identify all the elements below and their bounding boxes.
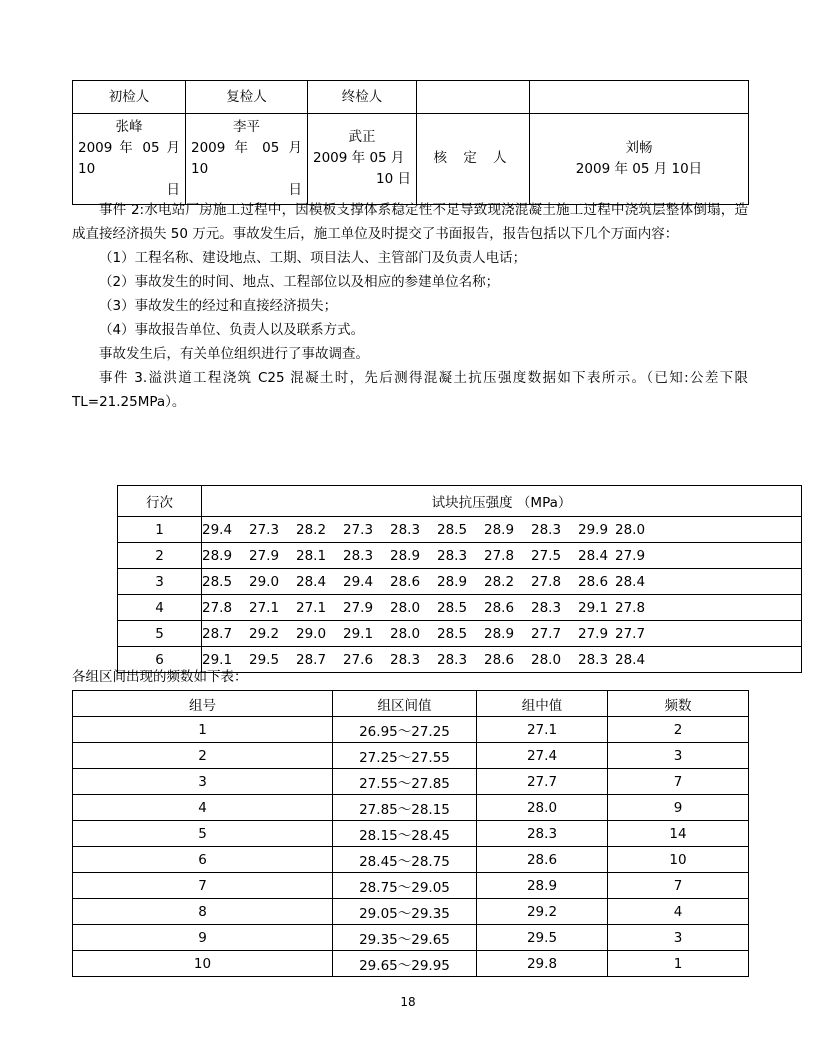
- strength-value: 29.1: [202, 651, 233, 668]
- strength-value: 28.6: [484, 651, 515, 668]
- strength-value: 28.5: [202, 573, 233, 590]
- strength-value: 28.9: [484, 625, 515, 642]
- signature-table-data-row: [73, 114, 749, 205]
- strength-row-values: [202, 595, 802, 621]
- cell-inspector2: [186, 114, 308, 205]
- freq-cell-midvalue: 28.3: [477, 821, 608, 847]
- freq-cell-group-no: 1: [73, 717, 333, 743]
- inspector3-name: 武正: [348, 129, 376, 146]
- freq-cell-midvalue: 28.9: [477, 873, 608, 899]
- strength-value: 28.3: [437, 547, 468, 564]
- frequency-table-row: [73, 951, 749, 977]
- body-text-block: [72, 198, 748, 414]
- strength-row-values: [202, 569, 802, 595]
- list-item-3: （3）事故发生的经过和直接经济损失；: [99, 298, 338, 314]
- strength-value: 28.2: [296, 521, 327, 538]
- inspector3-date-tail: 10 日: [376, 171, 411, 188]
- freq-cell-frequency: 2: [608, 717, 749, 743]
- frequency-caption: 各组区间出现的频数如下表：: [72, 669, 248, 685]
- freq-header-frequency: 频数: [608, 691, 749, 717]
- strength-value: 29.0: [249, 573, 280, 590]
- strength-value: 28.1: [296, 547, 327, 564]
- list-item-4: （4）事故报告单位、负责人以及联系方式。: [99, 322, 365, 338]
- strength-row-number: 2: [118, 543, 202, 569]
- strength-value: 28.9: [390, 547, 421, 564]
- strength-value: 28.6: [578, 573, 609, 590]
- strength-value: 28.5: [437, 521, 468, 538]
- freq-cell-interval: 28.45～28.75: [333, 847, 477, 873]
- strength-value: 28.7: [202, 625, 233, 642]
- frequency-table-row: [73, 717, 749, 743]
- freq-cell-interval: 26.95～27.25: [333, 717, 477, 743]
- freq-cell-group-no: 5: [73, 821, 333, 847]
- frequency-table-row: [73, 925, 749, 951]
- freq-cell-midvalue: 27.4: [477, 743, 608, 769]
- strength-value: 28.3: [531, 599, 562, 616]
- strength-header-rowno: 行次: [118, 486, 202, 517]
- inspector1-date: 2009 年 05 月 10: [78, 139, 180, 177]
- freq-cell-frequency: 3: [608, 743, 749, 769]
- strength-value: 27.7: [615, 625, 646, 642]
- freq-cell-midvalue: 27.1: [477, 717, 608, 743]
- strength-row-number: 3: [118, 569, 202, 595]
- event2-paragraph: 事件 2:水电站厂房施工过程中，因模板支撑体系稳定性不足导致现浇混凝土施工过程中浇筑层整体倒塌，造成直接经济损失 50 万元。事故发生后，施工单位及时提交了书面报告，报告包括以下几个万面内容：: [72, 202, 748, 242]
- freq-cell-frequency: 10: [608, 847, 749, 873]
- freq-header-interval: 组区间值: [333, 691, 477, 717]
- strength-value: 27.9: [249, 547, 280, 564]
- freq-cell-interval: 28.15～28.45: [333, 821, 477, 847]
- freq-cell-interval: 29.35～29.65: [333, 925, 477, 951]
- strength-value: 29.1: [578, 599, 609, 616]
- strength-value: 28.0: [615, 521, 646, 538]
- strength-value: 28.2: [484, 573, 515, 590]
- freq-cell-group-no: 9: [73, 925, 333, 951]
- freq-cell-group-no: 4: [73, 795, 333, 821]
- strength-value: 27.8: [202, 599, 233, 616]
- strength-value: 29.9: [578, 521, 609, 538]
- strength-value: 29.5: [249, 651, 280, 668]
- strength-value: 28.4: [578, 547, 609, 564]
- strength-row-number: 4: [118, 595, 202, 621]
- freq-cell-frequency: 7: [608, 873, 749, 899]
- freq-header-midvalue: 组中值: [477, 691, 608, 717]
- strength-table-row: [118, 517, 802, 543]
- inspector3-date: 2009 年 05 月: [313, 150, 405, 167]
- strength-value: 27.1: [249, 599, 280, 616]
- strength-value: 27.8: [484, 547, 515, 564]
- freq-cell-group-no: 2: [73, 743, 333, 769]
- frequency-table-row: [73, 899, 749, 925]
- freq-cell-midvalue: 29.5: [477, 925, 608, 951]
- cell-approver-label: [417, 114, 530, 205]
- freq-cell-interval: 27.55～27.85: [333, 769, 477, 795]
- freq-cell-group-no: 6: [73, 847, 333, 873]
- strength-value: 27.9: [343, 599, 374, 616]
- strength-row-number: 5: [118, 621, 202, 647]
- approver-date: 2009 年 05 月 10日: [575, 160, 703, 177]
- strength-row-values: [202, 517, 802, 543]
- header-cell-blank-2: [530, 81, 749, 114]
- list-item-2: （2）事故发生的时间、地点、工程部位以及相应的参建单位名称；: [99, 274, 500, 290]
- inspector2-date-tail: 日: [288, 181, 302, 198]
- event3-paragraph: 事件 3.溢洪道工程浇筑 C25 混凝土时，先后测得混凝土抗压强度数据如下表所示。（已知:公差下限 TL=21.25MPa）。: [72, 370, 748, 410]
- approver-label: 核 定 人: [433, 150, 513, 167]
- strength-row-number: 6: [118, 647, 202, 673]
- approver-name: 刘畅: [625, 139, 653, 156]
- frequency-table-row: [73, 873, 749, 899]
- after-list-line: 事故发生后，有关单位组织进行了事故调查。: [99, 346, 369, 362]
- frequency-table-row: [73, 769, 749, 795]
- strength-value: 27.7: [531, 625, 562, 642]
- strength-value: 27.5: [531, 547, 562, 564]
- strength-value: 28.7: [296, 651, 327, 668]
- freq-cell-frequency: 9: [608, 795, 749, 821]
- strength-value: 27.3: [249, 521, 280, 538]
- strength-value: 28.3: [390, 521, 421, 538]
- freq-cell-midvalue: 29.2: [477, 899, 608, 925]
- strength-table-row: [118, 569, 802, 595]
- strength-value: 29.4: [202, 521, 233, 538]
- strength-value: 29.0: [296, 625, 327, 642]
- header-cell-inspector3: 终检人: [308, 81, 417, 114]
- strength-value: 28.9: [437, 573, 468, 590]
- strength-header-values: 试块抗压强度 （MPa）: [202, 486, 802, 517]
- strength-value: 27.8: [615, 599, 646, 616]
- inspector2-date: 2009 年 05 月 10: [191, 139, 302, 177]
- freq-cell-interval: 28.75～29.05: [333, 873, 477, 899]
- strength-value: 28.4: [615, 651, 646, 668]
- freq-cell-interval: 29.05～29.35: [333, 899, 477, 925]
- strength-table-row: [118, 595, 802, 621]
- signature-table: [72, 80, 749, 205]
- strength-value: 29.4: [343, 573, 374, 590]
- freq-cell-interval: 27.25～27.55: [333, 743, 477, 769]
- frequency-table-row: [73, 743, 749, 769]
- strength-value: 28.4: [296, 573, 327, 590]
- strength-value: 27.6: [343, 651, 374, 668]
- freq-cell-frequency: 7: [608, 769, 749, 795]
- frequency-table: [72, 690, 749, 977]
- cell-approver: [530, 114, 749, 205]
- frequency-table-row: [73, 847, 749, 873]
- strength-table-row: [118, 621, 802, 647]
- strength-value: 27.1: [296, 599, 327, 616]
- freq-cell-frequency: 3: [608, 925, 749, 951]
- cell-inspector1: [73, 114, 186, 205]
- strength-value: 28.5: [437, 599, 468, 616]
- freq-cell-midvalue: 29.8: [477, 951, 608, 977]
- strength-header-row: [118, 486, 802, 517]
- strength-row-values: [202, 543, 802, 569]
- strength-value: 28.3: [343, 547, 374, 564]
- strength-value: 28.3: [531, 521, 562, 538]
- signature-table-header-row: [73, 81, 749, 114]
- inspector1-date-tail: 日: [166, 181, 180, 198]
- strength-row-values: [202, 647, 802, 673]
- freq-cell-midvalue: 28.0: [477, 795, 608, 821]
- frequency-table-row: [73, 821, 749, 847]
- page-number: 18: [400, 995, 416, 1009]
- strength-value: 28.9: [484, 521, 515, 538]
- inspector2-name: 李平: [233, 119, 260, 135]
- frequency-header-row: [73, 691, 749, 717]
- strength-row-values: [202, 621, 802, 647]
- list-item-1: （1）工程名称、建设地点、工期、项目法人、主管部门及负责人电话；: [99, 250, 527, 266]
- freq-cell-interval: 29.65～29.95: [333, 951, 477, 977]
- strength-value: 27.9: [615, 547, 646, 564]
- freq-cell-group-no: 7: [73, 873, 333, 899]
- strength-value: 27.8: [531, 573, 562, 590]
- strength-value: 28.5: [437, 625, 468, 642]
- header-cell-blank-1: [417, 81, 530, 114]
- freq-cell-frequency: 1: [608, 951, 749, 977]
- freq-cell-group-no: 10: [73, 951, 333, 977]
- freq-cell-frequency: 14: [608, 821, 749, 847]
- strength-value: 28.3: [578, 651, 609, 668]
- inspector1-name: 张峰: [115, 119, 143, 135]
- strength-value: 28.9: [202, 547, 233, 564]
- strength-value: 27.3: [343, 521, 374, 538]
- freq-cell-midvalue: 28.6: [477, 847, 608, 873]
- strength-value: 28.3: [437, 651, 468, 668]
- strength-value: 28.0: [390, 599, 421, 616]
- freq-cell-interval: 27.85～28.15: [333, 795, 477, 821]
- strength-table-row: [118, 543, 802, 569]
- header-cell-inspector1: 初检人: [73, 81, 186, 114]
- strength-value: 28.6: [484, 599, 515, 616]
- strength-row-number: 1: [118, 517, 202, 543]
- freq-cell-group-no: 3: [73, 769, 333, 795]
- freq-header-group-no: 组号: [73, 691, 333, 717]
- header-cell-inspector2: 复检人: [186, 81, 308, 114]
- freq-cell-frequency: 4: [608, 899, 749, 925]
- strength-value: 28.0: [390, 625, 421, 642]
- cell-inspector3: [308, 114, 417, 205]
- strength-value: 28.3: [390, 651, 421, 668]
- strength-value: 29.2: [249, 625, 280, 642]
- strength-value: 28.4: [615, 573, 646, 590]
- freq-cell-midvalue: 27.7: [477, 769, 608, 795]
- strength-value: 28.6: [390, 573, 421, 590]
- frequency-table-row: [73, 795, 749, 821]
- strength-data-table: [117, 485, 802, 673]
- strength-value: 28.0: [531, 651, 562, 668]
- strength-value: 27.9: [578, 625, 609, 642]
- strength-value: 29.1: [343, 625, 374, 642]
- freq-cell-group-no: 8: [73, 899, 333, 925]
